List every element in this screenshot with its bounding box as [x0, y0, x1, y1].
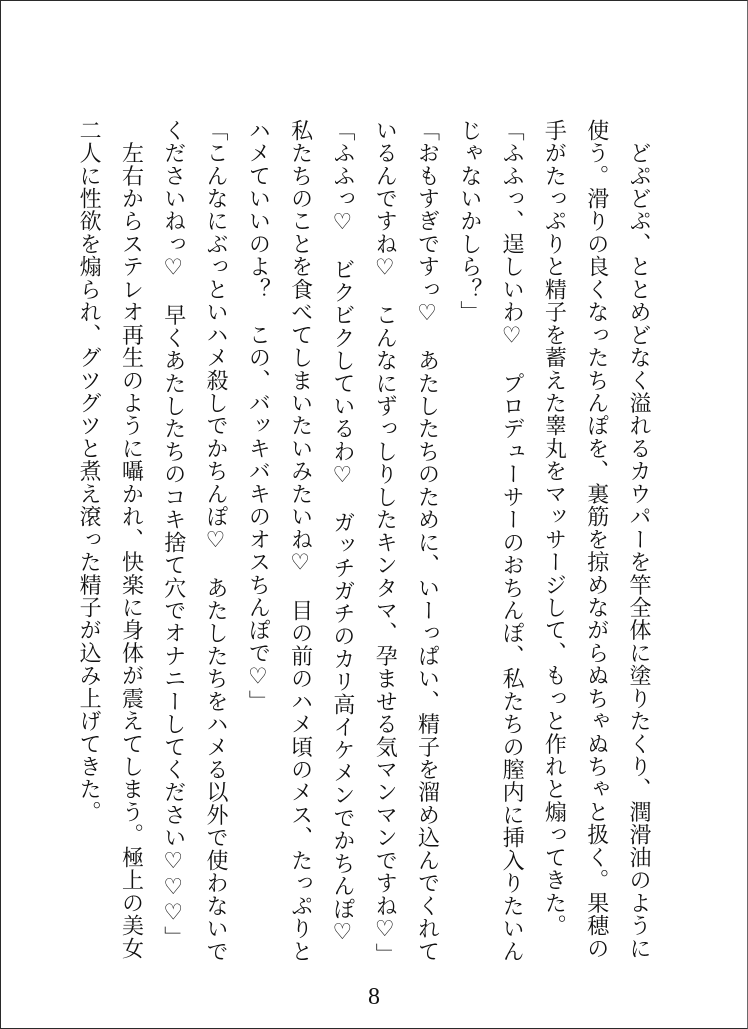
text-line: どぷどぷ、ととめどなく溢れるカウパーを竿全体に塗りたくり、潤滑油のように: [626, 119, 651, 960]
text-line: 使う。滑りの良くなったちんぽを、裏筋を掠めながらぬちゃぬちゃと扱く。果穂の: [583, 119, 609, 960]
text-line: くださいねっ♡ 早くあたしたちのコキ捨て穴でオナニーしてください♡♡♡」: [160, 119, 186, 949]
text-line: じゃないかしら？」: [456, 119, 482, 324]
text-line: 「おもすぎですっ♡ あたしたちのために、いーっぱい、精子を溜め込んでくれて: [414, 119, 440, 963]
text-line: ハメていいのよ？ この、バッキバキのオスちんぽで♡」: [245, 119, 271, 713]
text-line: 二人に性欲を煽られ、グツグツと煮え滾った精子が込み上げてきた。: [76, 119, 102, 824]
text-line: 「こんなにぶっといハメ殺しでかちんぽ♡ あたしたちをハメる以外で使わないで: [203, 119, 229, 963]
vertical-text-body: [76, 119, 659, 999]
page-number: 8: [368, 984, 380, 1010]
text-line: 手がたっぷりと精子を蓄えた睾丸をマッサージして、もっと作れと煽ってきた。: [541, 119, 567, 937]
text-line: 「ふふっ、逞しいわ♡ プロデューサーのおちんぽ、私たちの膣内に挿入りたいん: [499, 119, 525, 963]
text-line: 私たちのことを食べてしまいたいみたいね♡ 目の前のハメ頃のメス、たっぷりと: [287, 119, 313, 963]
text-line: いるんですね♡ こんなにずっしりしたキンタマ、孕ませる気マンマンですね♡」: [372, 119, 398, 966]
text-line: 「ふふっ♡ ビクビクしているわ♡ ガッチガチのカリ高イケメンでかちんぽ♡: [329, 119, 355, 946]
text-line: 左右からステレオ再生のように囁かれ、快楽に身体が震えてしまう。極上の美女: [118, 119, 144, 960]
